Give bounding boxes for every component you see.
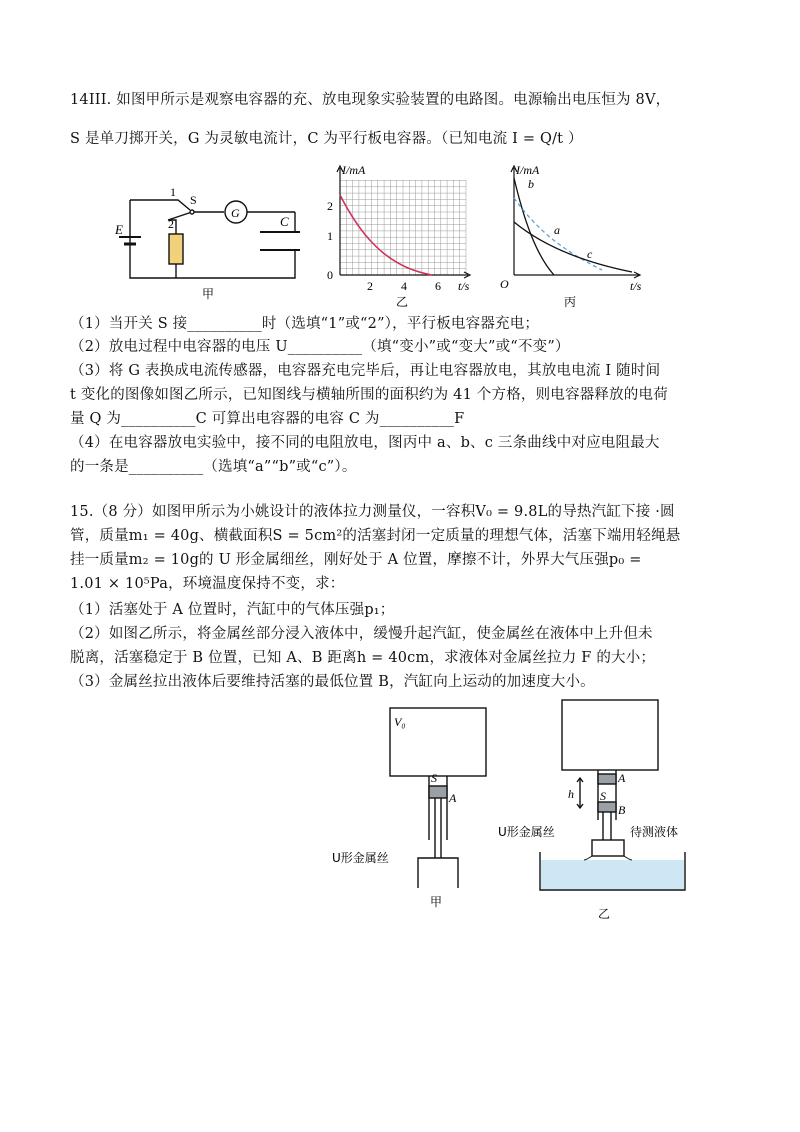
label-B-yi: B [618, 803, 626, 817]
q15-line-1: 15.（8 分）如图甲所示为小姚设计的液体拉力测量仪，一容积V₀ = 9.8L的导热汽缸下接 ·圆 [70, 504, 675, 520]
cylinder-figure-jia [330, 700, 500, 920]
circuit-figure [110, 182, 310, 302]
label-A-yi: A [618, 771, 626, 785]
cylinder-figure-yi [490, 690, 690, 928]
liquid-label: 待测液体 [630, 825, 679, 839]
yi-ytick-0: 0 [327, 268, 333, 282]
label-V0: V₀ [394, 715, 406, 729]
wire-label-yi: U形金属丝 [498, 825, 555, 839]
label-2: 2 [168, 217, 174, 231]
label-1: 1 [170, 185, 176, 199]
q14-part-4b: 的一条是__________（选填“a”“b”或“c”）。 [70, 459, 357, 475]
label-b: b [528, 177, 534, 191]
discharge-curve [340, 195, 432, 275]
label-S-jia: S [431, 771, 437, 785]
label-h: h [568, 787, 574, 801]
graph-bing [492, 160, 652, 310]
caption-jia: 甲 [202, 287, 215, 301]
liquid [541, 860, 684, 889]
yi-ylabel: I/mA [342, 163, 366, 177]
yi-xtick-6: 6 [435, 279, 441, 293]
caption-yi: 乙 [396, 295, 409, 309]
yi-xtick-4: 4 [401, 279, 407, 293]
q14-line-2: S 是单刀掷开关，G 为灵敏电流计，C 为平行板电容器。（已知电流 I = Q/t ） [70, 131, 583, 147]
caption-15-yi: 乙 [598, 907, 611, 921]
yi-ytick-2: 2 [327, 199, 333, 213]
q14-part-4a: （4）在电容器放电实验中，接不同的电阻放电，图丙中 a、b、c 三条曲线中对应电阻最大 [70, 435, 660, 451]
q14-part-2: （2）放电过程中电容器的电压 U__________（填“变小”或“变大”或“不变”） [70, 339, 570, 355]
label-S-yi: S [600, 789, 606, 803]
label-A-jia: A [449, 791, 457, 805]
bing-origin: O [500, 277, 509, 291]
label-C: C [280, 214, 289, 229]
q15-part-3: （3）金属丝拉出液体后要维持活塞的最低位置 B，汽缸向上运动的加速度大小。 [70, 674, 595, 690]
q15-part-2a: （2）如图乙所示，将金属丝部分浸入液体中，缓慢升起汽缸，使金属丝在液体中上升但未 [70, 626, 653, 642]
caption-15-jia: 甲 [430, 895, 443, 909]
q14-part-3b: t 变化的图像如图乙所示，已知图线与横轴所围的面积约为 41 个方格，则电容器释放的电荷 [70, 387, 668, 403]
q15-line-2: 管，质量m₁ = 40g、横截面积S = 5cm²的活塞封闭一定质量的理想气体，活塞下端用轻绳悬 [70, 528, 681, 544]
label-G: G [231, 206, 240, 220]
q15-line-4: 1.01 × 10⁵Pa，环境温度保持不变，求： [70, 576, 345, 592]
q14-part-3a: （3）将 G 表换成电流传感器，电容器充电完毕后，再让电容器放电，其放电电流 I 随时间 [70, 363, 661, 379]
wire-label-jia: U形金属丝 [332, 851, 389, 865]
label-S: S [190, 193, 197, 207]
yi-xtick-2: 2 [367, 279, 373, 293]
bing-ylabel: I/mA [516, 163, 540, 177]
label-c: c [587, 247, 593, 261]
q15-part-2b: 脱离，活塞稳定于 B 位置，已知 A、B 距离h = 40cm，求液体对金属丝拉力 F 的大小； [70, 650, 656, 666]
label-E: E [115, 222, 123, 237]
q15-line-3: 挂一质量m₂ = 10g的 U 形金属细丝，刚好处于 A 位置，摩擦不计，外界大气压强p₀ = [70, 552, 642, 568]
yi-xlabel: t/s [458, 279, 470, 293]
curve-c [514, 222, 632, 272]
q14-part-1: （1）当开关 S 接__________时（选填“1”或“2”），平行板电容器充电； [70, 316, 540, 332]
q15-part-1: （1）活塞处于 A 位置时，汽缸中的气体压强p₁； [70, 602, 395, 618]
q14-line-1: 14III. 如图甲所示是观察电容器的充、放电现象实验装置的电路图。电源输出电压恒为 8V， [70, 92, 671, 108]
caption-bing: 丙 [564, 295, 577, 309]
bing-xlabel: t/s [630, 279, 642, 293]
label-a: a [554, 223, 560, 237]
yi-ytick-1: 1 [327, 229, 333, 243]
q14-part-3c: 量 Q 为__________C 可算出电容器的电容 C 为__________F [70, 411, 465, 427]
graph-yi [318, 160, 488, 310]
